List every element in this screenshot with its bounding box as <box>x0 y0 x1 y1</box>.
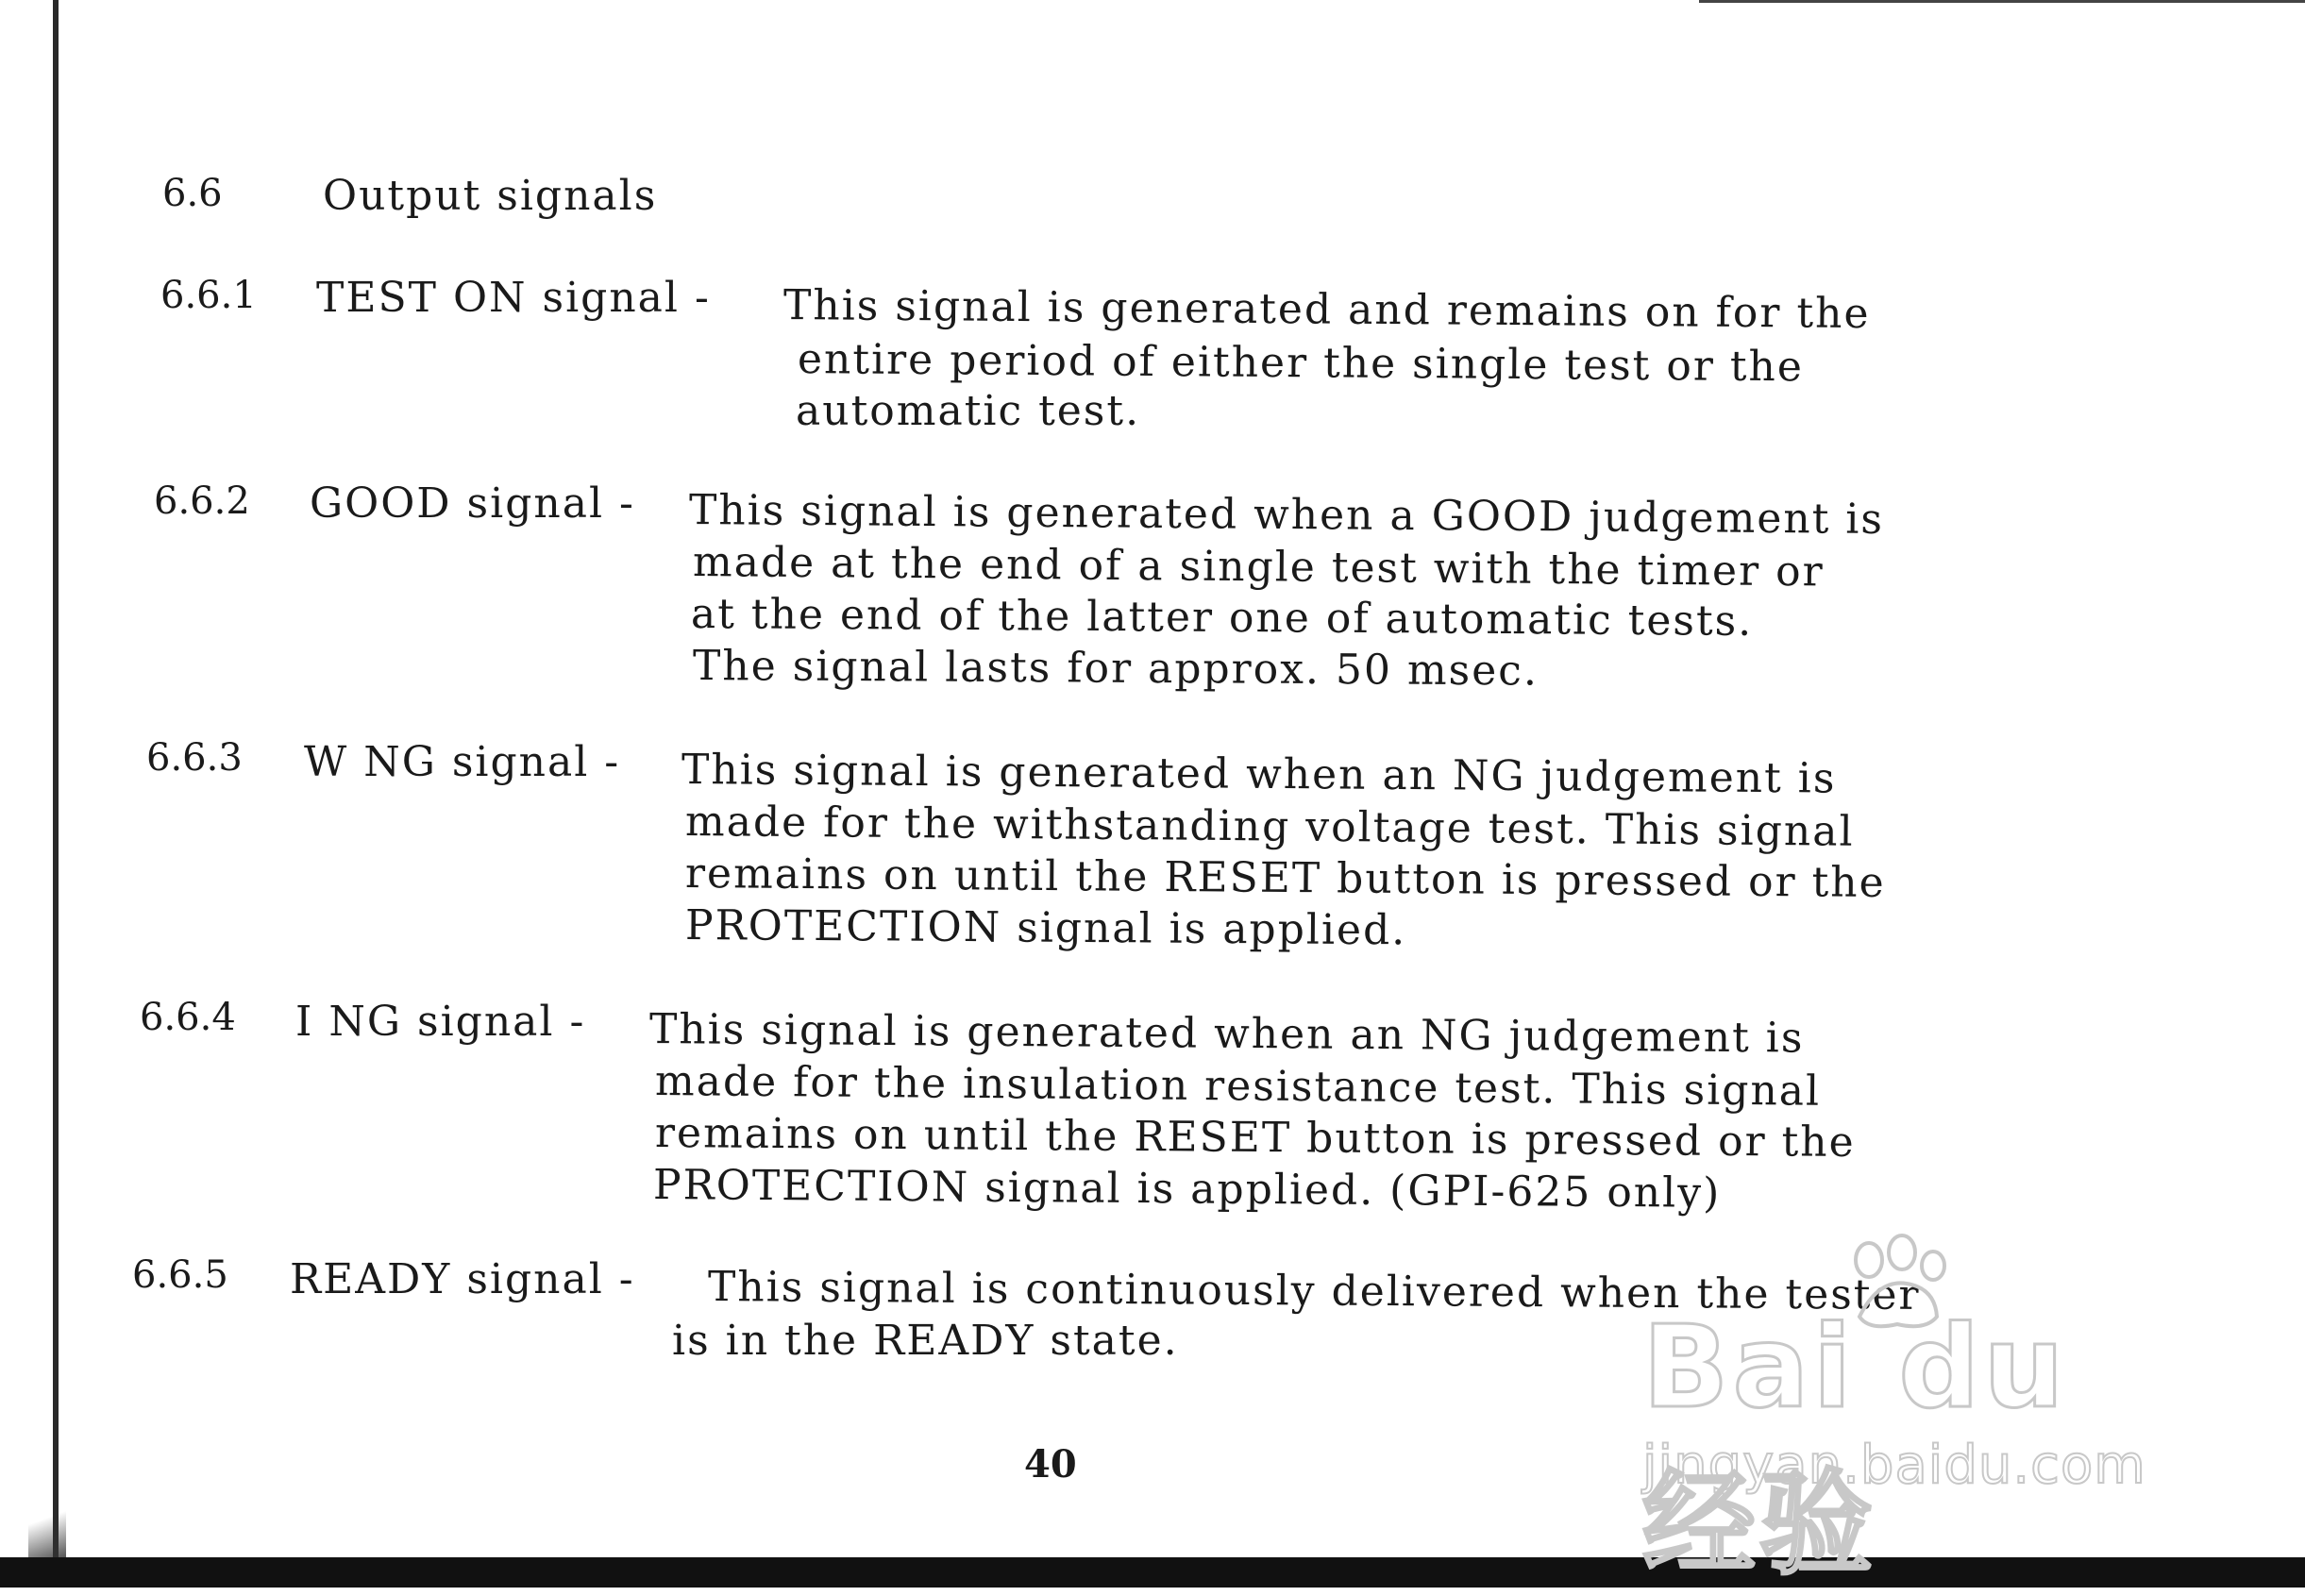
item-number: 6.6.5 <box>132 1253 228 1297</box>
section-number: 6.6 <box>162 172 223 215</box>
item-line: PROTECTION signal is applied. (GPI-625 only) <box>652 1161 1722 1218</box>
item-label: W NG signal - <box>304 738 621 786</box>
item-number: 6.6.2 <box>154 479 250 523</box>
item-line: is in the READY state. <box>672 1317 1179 1365</box>
watermark-url: jingyan.baidu.com <box>1642 1435 2146 1496</box>
item-line: PROTECTION signal is applied. <box>684 901 1407 955</box>
page-left-edge <box>53 0 59 1588</box>
item-line: This signal is generated and remains on for the <box>782 281 1871 339</box>
item-line: automatic test. <box>796 387 1141 435</box>
page-top-edge <box>1699 0 2305 3</box>
item-label: READY signal - <box>290 1255 635 1303</box>
watermark-brand: Bai du 经验 <box>1642 1302 2068 1590</box>
section-title: Output signals <box>323 172 658 220</box>
item-label: I NG signal - <box>295 998 586 1046</box>
item-line: remains on until the RESET button is pressed or the <box>654 1109 1856 1167</box>
item-line: This signal is generated when an NG judgement is <box>681 746 1837 803</box>
item-number: 6.6.4 <box>140 996 236 1039</box>
item-line: The signal lasts for approx. 50 msec. <box>692 642 1539 696</box>
item-number: 6.6.1 <box>160 274 257 317</box>
item-line: entire period of either the single test or the <box>797 335 1805 392</box>
item-line: This signal is generated when an NG judgement is <box>648 1005 1805 1063</box>
item-label: TEST ON signal - <box>316 274 711 322</box>
item-line: This signal is generated when a GOOD judgement is <box>688 486 1885 544</box>
item-line: This signal is continuously delivered when the tester <box>707 1263 1921 1319</box>
item-number: 6.6.3 <box>146 736 243 780</box>
item-line: made at the end of a single test with the timer or <box>692 538 1825 596</box>
page-number: 40 <box>1024 1442 1077 1487</box>
baidu-watermark <box>1642 1232 2171 1590</box>
item-label: GOOD signal - <box>310 479 635 528</box>
item-line: made for the insulation resistance test. This signal <box>654 1057 1822 1116</box>
item-line: made for the withstanding voltage test. This signal <box>684 798 1855 856</box>
item-line: remains on until the RESET button is pressed or the <box>684 849 1886 907</box>
item-line: at the end of the latter one of automatic tests. <box>690 590 1754 646</box>
